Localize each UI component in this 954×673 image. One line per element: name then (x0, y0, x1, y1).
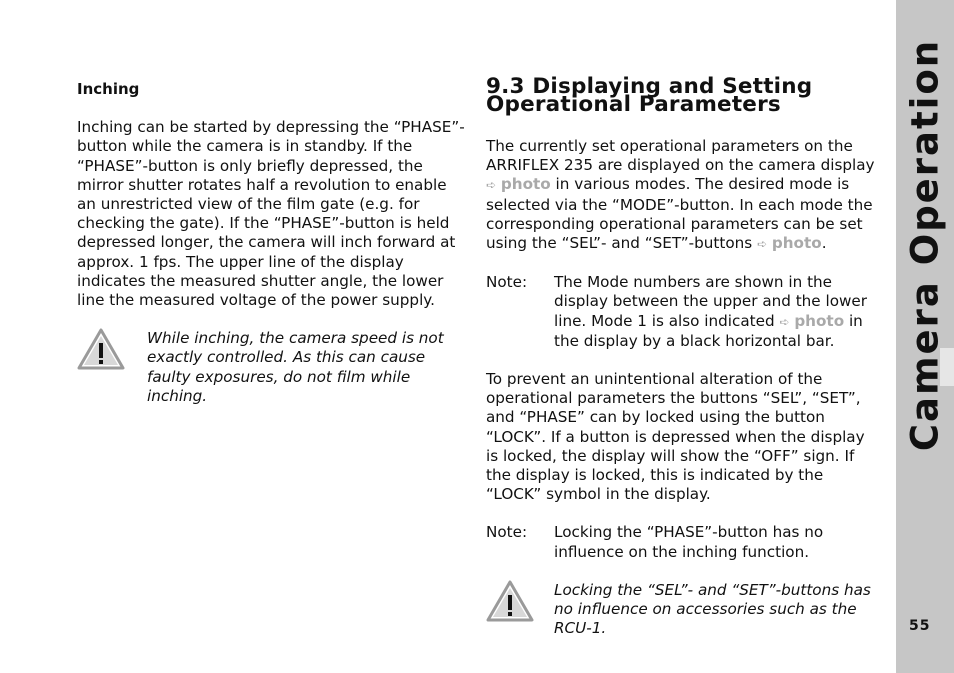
section-title-line2: Operational Parameters (486, 92, 781, 117)
warning-icon (486, 579, 534, 623)
section-title-line1: 9.3 Displaying and Setting (486, 74, 813, 99)
cross-reference-arrow-icon: ➪ (486, 178, 497, 193)
cross-reference-arrow-icon: ➪ (779, 314, 790, 329)
note-text-mode: The Mode numbers are shown in the display between the upper and the lower line. Mode 1 is also indicated ➪ photo in the display by a black horizontal bar. (554, 273, 868, 350)
warning-text-inching: While inching, the camera speed is not exactly controlled. As this can cause faulty exposures, do not film while inching. (147, 329, 444, 405)
warning-block-inching (77, 329, 469, 406)
cross-reference-arrow-icon: ➪ (756, 237, 768, 252)
note-label: Note: (486, 273, 528, 292)
note-label: Note: (486, 523, 528, 542)
warning-icon (77, 327, 125, 371)
intro-paragraph: The currently set operational parameters on the ARRIFLEX 235 are displayed on the camera display ➪ photo in various modes. The desired mode is selected via the “MODE”-button. In each mode the corresponding operational parameters can be set using the “SEL”- and “SET”-buttons ➪ photo. (486, 137, 875, 253)
lock-paragraph: To prevent an unintentional alteration of the operational parameters the buttons “SEL”, “SET”, and “PHASE” can by locked using the button “LOCK”. If a button is depressed when the display is locked, the display will show the “OFF” sign. If the display is locked, this is indicated by the “LOCK” symbol in the display. (486, 370, 865, 504)
right-column (486, 74, 878, 638)
chapter-title: Camera Operation (903, 38, 947, 452)
inching-paragraph: Inching can be started by depressing the “PHASE”-button while the camera is in standby. If the “PHASE”-button is only briefly depressed, the mirror shutter rotates half a revolution to enable an unrestricted view of the film gate (e.g. for checking the gate). If the “PHASE”-button is held depressed longer, the camera will inch forward at approx. 1 fps. The upper line of the display indicates the measured shutter angle, the lower line the measured voltage of the power supply. (77, 118, 465, 310)
section-heading-inching: Inching (77, 80, 140, 98)
note-mode-numbers (486, 273, 878, 351)
photo-reference: photo (500, 175, 551, 194)
warning-block-lock (486, 581, 878, 639)
section-title (486, 74, 878, 117)
photo-reference: photo (771, 234, 822, 253)
note-phase-lock (486, 523, 878, 561)
warning-text-lock: Locking the “SEL”- and “SET”-buttons has no influence on accessories such as the RCU-1. (554, 580, 871, 638)
photo-reference: photo (794, 311, 845, 330)
note-text-phase: Locking the “PHASE”-button has no influence on the inching function. (554, 523, 824, 561)
left-column (77, 80, 469, 406)
page-number: 55 (909, 618, 931, 634)
